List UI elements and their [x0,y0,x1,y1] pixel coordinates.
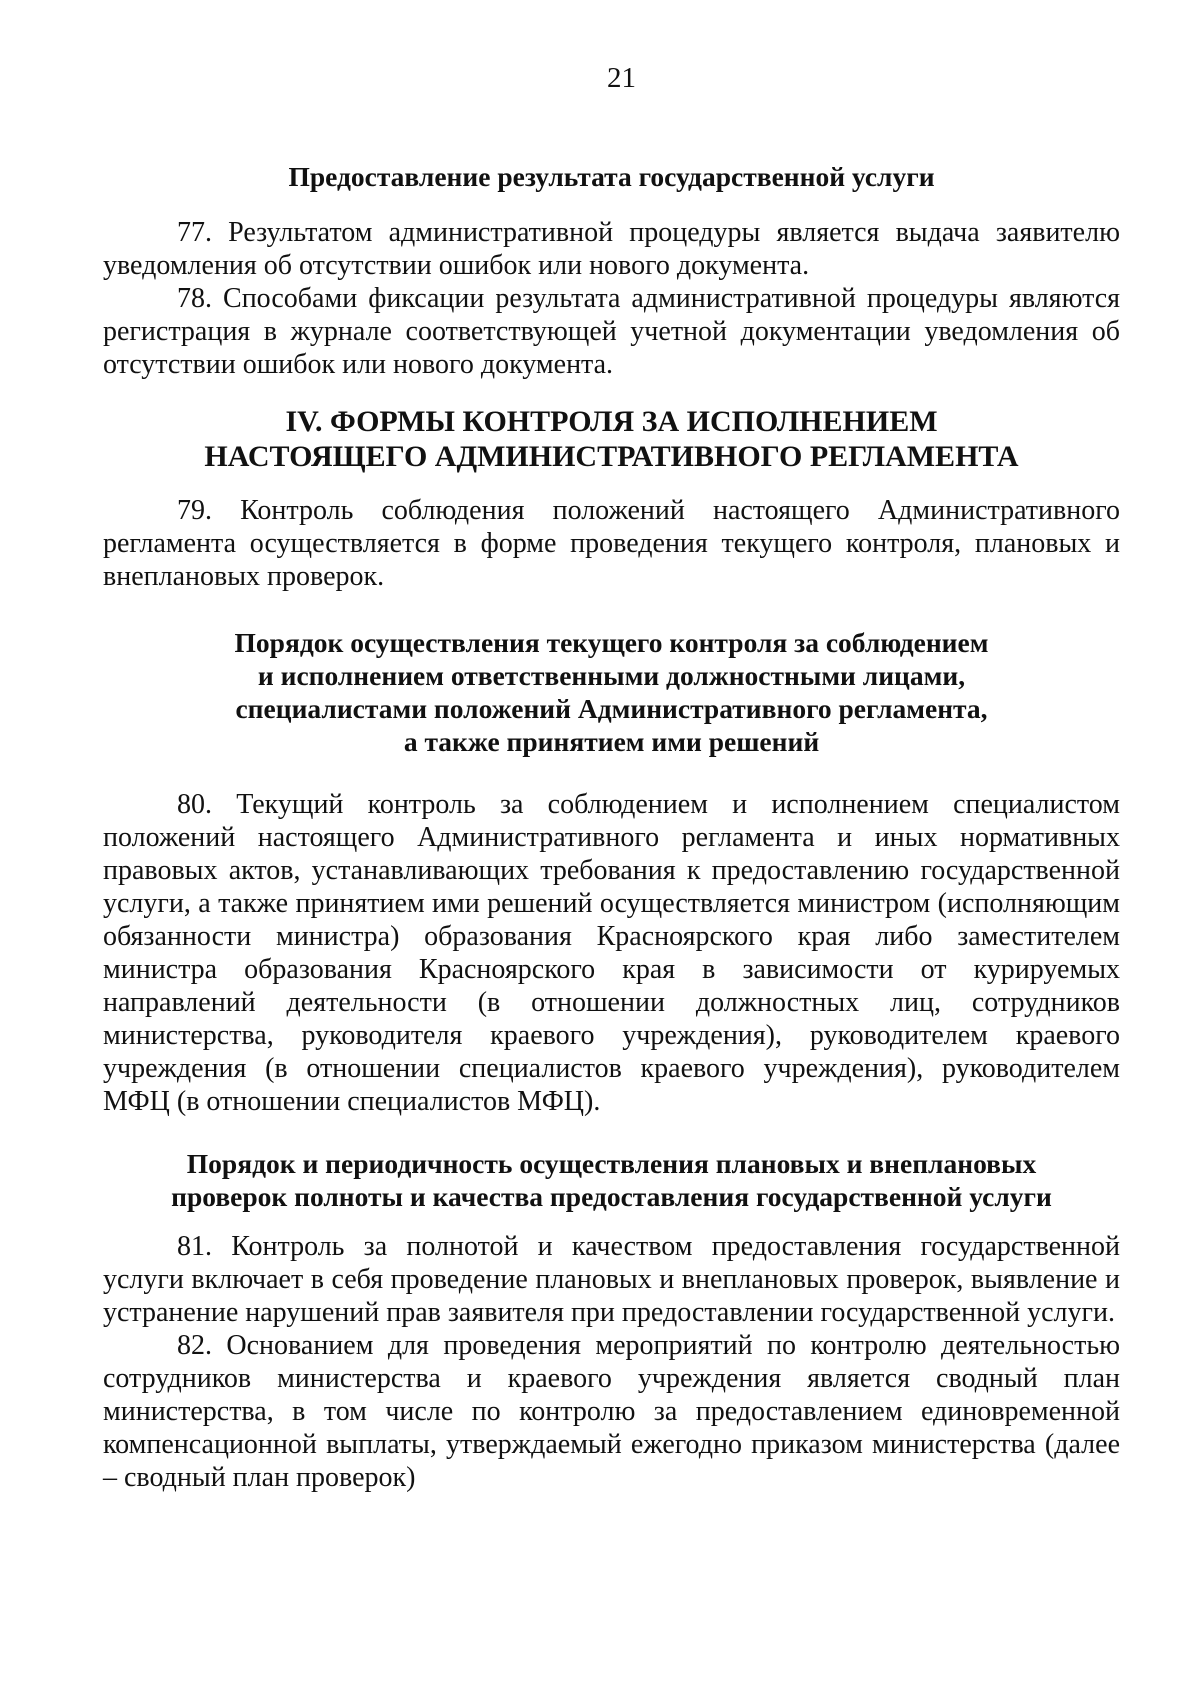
heading-line: а также принятием ими решений [403,726,820,757]
heading-inspections [103,1147,1120,1213]
page-number: 21 [607,62,636,94]
paragraph-81: 81. Контроль за полнотой и качеством предоставления государственной услуги включает в себя проведение плановых и внеплановых проверок, выявление и устранение нарушений прав заявителя при предоставлении государственной услуги. [103,1231,1120,1328]
heading-section-iv [103,404,1120,474]
heading-line: и исполнением ответственными должностными лицами, [257,660,966,691]
heading-current-control [103,626,1120,758]
heading-line: НАСТОЯЩЕГО АДМИНИСТРАТИВНОГО РЕГЛАМЕНТА [204,440,1019,473]
heading-line: Предоставление результата государственной услуги [288,161,935,192]
paragraph-78: 78. Способами фиксации результата административной процедуры являются регистрация в журнале соответствующей учетной документации уведомления об отсутствии ошибок или нового документа. [103,283,1120,380]
paragraph-82: 82. Основанием для проведения мероприятий по контролю деятельностью сотрудников министерства и краевого учреждения является сводный план министерства, в том числе по контролю за предоставлением единовременной компенсационной выплаты, утверждаемый ежегодно приказом министерства (далее – сводный план проверок) [103,1330,1120,1493]
paragraph-77: 77. Результатом административной процедуры является выдача заявителю уведомления об отсутствии ошибок или нового документа. [103,217,1120,281]
heading-line: Порядок и периодичность осуществления плановых и внеплановых [186,1148,1037,1179]
heading-line: Порядок осуществления текущего контроля за соблюдением [234,627,989,658]
paragraph-79: 79. Контроль соблюдения положений настоящего Административного регламента осуществляется в форме проведения текущего контроля, плановых и внеплановых проверок. [103,495,1120,592]
heading-line: IV. ФОРМЫ КОНТРОЛЯ ЗА ИСПОЛНЕНИЕМ [285,405,938,438]
heading-line: специалистами положений Административного регламента, [235,693,988,724]
heading-result-provision [103,160,1120,193]
paragraph-80: 80. Текущий контроль за соблюдением и исполнением специалистом положений настоящего Административного регламента и иных нормативных правовых актов, устанавливающих требования к предоставлению государственной услуги, а также принятием ими решений осуществляется министром (исполняющим обязанности министра) образования Красноярского края либо заместителем министра образования Красноярского края в зависимости от курируемых направлений деятельности (в отношении должностных лиц, сотрудников министерства, руководителя краевого учреждения), руководителем краевого учреждения (в отношении специалистов краевого учреждения), руководителем МФЦ (в отношении специалистов МФЦ). [103,789,1120,1117]
heading-line: проверок полноты и качества предоставления государственной услуги [171,1181,1052,1212]
